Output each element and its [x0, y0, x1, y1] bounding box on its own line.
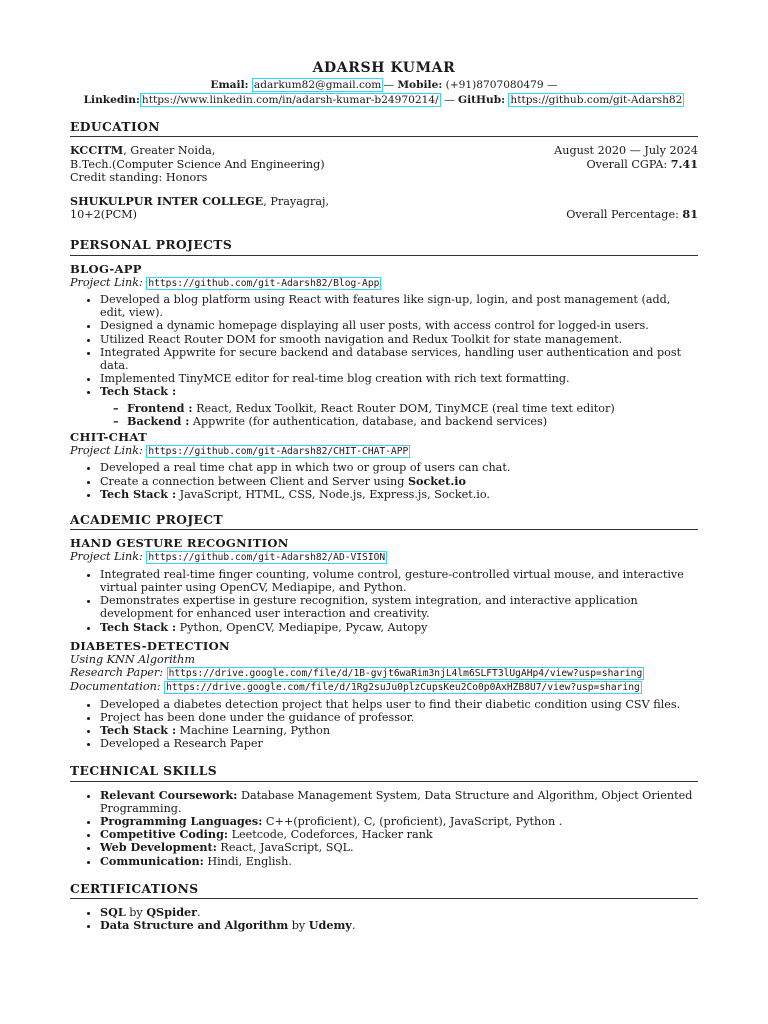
github-label: GitHub:	[458, 94, 506, 107]
list-item: • Implemented TinyMCE editor for real-time blog creation with rich text formatting.	[100, 372, 698, 385]
list-item: • Integrated Appwrite for secure backend and database services, handling user authentication and post data.	[100, 346, 698, 372]
list-item: • Demonstrates expertise in gesture recognition, system integration, and interactive application development for enhanced user interaction and creativity.	[100, 594, 698, 620]
degree: 10+2(PCM)	[70, 208, 137, 222]
ad-vision-link[interactable]: https://github.com/git-Adarsh82/AD-VISION	[148, 552, 386, 564]
list-item: • Relevant Coursework: Database Management System, Data Structure and Algorithm, Object Oriented Programming.	[100, 789, 698, 815]
list-item: • Web Development: React, JavaScript, SQL.	[100, 841, 698, 854]
chit-chat-bullets	[70, 461, 698, 501]
contact-line-2: Linkedin: https://www.linkedin.com/in/adarsh-kumar-b24970214/ — GitHub: https://github.com/git-Adarsh82	[83, 94, 683, 107]
email-label: Email:	[210, 79, 249, 92]
diabetes-subtitle: Using KNN Algorithm	[70, 652, 195, 666]
documentation-row: Documentation: https://drive.google.com/file/d/1Rg2suJu0plzCupsKeu2Co0p0AxHZB8U7/view?usp=sharing	[70, 680, 640, 694]
list-item: • Utilized React Router DOM for smooth navigation and Redux Toolkit for state management.	[100, 333, 698, 346]
blog-app-link[interactable]: https://github.com/git-Adarsh82/Blog-App	[148, 277, 380, 289]
section-academic-project-heading: ACADEMIC PROJECT	[70, 513, 698, 530]
education-dates: August 2020 — July 2024	[554, 144, 698, 158]
research-paper-link[interactable]: https://drive.google.com/file/d/1B-gvjt6waRim3njL4lm6SLFT3lUgAHp4/view?usp=sharing	[168, 668, 643, 680]
section-technical-skills-heading: TECHNICAL SKILLS	[70, 764, 698, 781]
diabetes-bullets	[70, 698, 698, 751]
list-item: • Developed a real time chat app in which two or group of users can chat.	[100, 461, 698, 474]
list-item: • Integrated real-time finger counting, volume control, gesture-controlled virtual mouse, and interactive virtual painter using OpenCV, Mediapipe, and Python.	[100, 568, 698, 594]
certifications-list	[70, 906, 698, 932]
list-item: • Developed a Research Paper	[100, 737, 698, 750]
list-item: • Tech Stack : JavaScript, HTML, CSS, Node.js, Express.js, Socket.io.	[100, 488, 698, 501]
list-item: • Tech Stack : – Frontend : React, Redux Toolkit, React Router DOM, TinyMCE (real time text editor) – Backend : Appwrite (for authentication, database, and backend services)	[100, 385, 698, 428]
project-title-chit-chat: CHIT-CHAT	[70, 430, 147, 445]
list-item: • Create a connection between Client and Server using Socket.io	[100, 475, 698, 488]
tech-stack-sublist	[100, 402, 698, 428]
documentation-link[interactable]: https://drive.google.com/file/d/1Rg2suJu0plzCupsKeu2Co0p0AxHZB8U7/view?usp=sharing	[166, 682, 640, 694]
education-entry-kccitm: KCCITM, Greater Noida, August 2020 — July 2024 B.Tech.(Computer Science And Engineering) Overall CGPA: 7.41 Credit standing: Honors	[70, 143, 698, 184]
list-item: • Data Structure and Algorithm by Udemy.	[100, 919, 698, 932]
list-item: • Developed a diabetes detection project that helps user to find their diabetic condition using CSV files.	[100, 698, 698, 711]
education-entry-shukulpur: SHUKULPUR INTER COLLEGE, Prayagraj, 10+2(PCM) Overall Percentage: 81	[70, 194, 698, 222]
percentage-value: 81	[682, 207, 698, 222]
cgpa-value: 7.41	[670, 156, 698, 171]
contact-line-1: Email: adarkum82@gmail.com — Mobile: (+91)8707080479 —	[210, 79, 558, 92]
resume-page	[70, 62, 698, 932]
section-certifications-heading: CERTIFICATIONS	[70, 882, 698, 899]
section-education-heading: EDUCATION	[70, 120, 698, 137]
list-item: • Tech Stack : Python, OpenCV, Mediapipe, Pycaw, Autopy	[100, 621, 698, 634]
linkedin-label: Linkedin:	[83, 94, 140, 107]
project-link-row: Project Link: https://github.com/git-Adarsh82/AD-VISION	[70, 550, 386, 564]
school-name: KCCITM	[70, 143, 124, 158]
credit-standing: Credit standing: Honors	[70, 170, 208, 184]
list-item: • Developed a blog platform using React with features like sign-up, login, and post management (add, edit, view).	[100, 293, 698, 319]
research-paper-row: Research Paper: https://drive.google.com/file/d/1B-gvjt6waRim3njL4lm6SLFT3lUgAHp4/view?usp=sharing	[70, 666, 643, 680]
degree: B.Tech.(Computer Science And Engineering)	[70, 157, 325, 171]
chit-chat-link[interactable]: https://github.com/git-Adarsh82/CHIT-CHAT-APP	[148, 446, 409, 458]
list-item: • Communication: Hindi, English.	[100, 855, 698, 868]
list-item: – Frontend : React, Redux Toolkit, React Router DOM, TinyMCE (real time text editor)	[127, 402, 698, 415]
list-item: • Competitive Coding: Leetcode, Codeforces, Hacker rank	[100, 828, 698, 841]
blog-app-bullets	[70, 293, 698, 428]
project-link-row: Project Link: https://github.com/git-Adarsh82/Blog-App	[70, 275, 380, 289]
project-link-row: Project Link: https://github.com/git-Adarsh82/CHIT-CHAT-APP	[70, 444, 409, 458]
list-item: • Programming Languages: C++(proficient), C, (proficient), JavaScript, Python .	[100, 815, 698, 828]
school-name: SHUKULPUR INTER COLLEGE	[70, 194, 264, 209]
linkedin-link[interactable]: https://www.linkedin.com/in/adarsh-kumar-b24970214/	[141, 94, 439, 107]
project-title-hand-gesture: HAND GESTURE RECOGNITION	[70, 536, 289, 551]
candidate-name: ADARSH KUMAR	[312, 60, 456, 76]
project-title-blog-app: BLOG-APP	[70, 261, 142, 276]
hand-gesture-bullets	[70, 568, 698, 634]
project-title-diabetes: DIABETES-DETECTION	[70, 638, 230, 653]
skills-list	[70, 789, 698, 868]
list-item: – Backend : Appwrite (for authentication, database, and backend services)	[127, 415, 698, 428]
section-personal-projects-heading: PERSONAL PROJECTS	[70, 238, 698, 255]
mobile-number: (+91)8707080479	[445, 79, 544, 92]
list-item: • Project has been done under the guidance of professor.	[100, 711, 698, 724]
mobile-label: Mobile:	[397, 79, 443, 92]
list-item: • Designed a dynamic homepage displaying all user posts, with access control for logged-in users.	[100, 319, 698, 332]
github-link[interactable]: https://github.com/git-Adarsh82	[510, 94, 683, 107]
list-item: • SQL by QSpider.	[100, 906, 698, 919]
list-item: • Tech Stack : Machine Learning, Python	[100, 724, 698, 737]
email-link[interactable]: adarkum82@gmail.com	[253, 79, 382, 92]
